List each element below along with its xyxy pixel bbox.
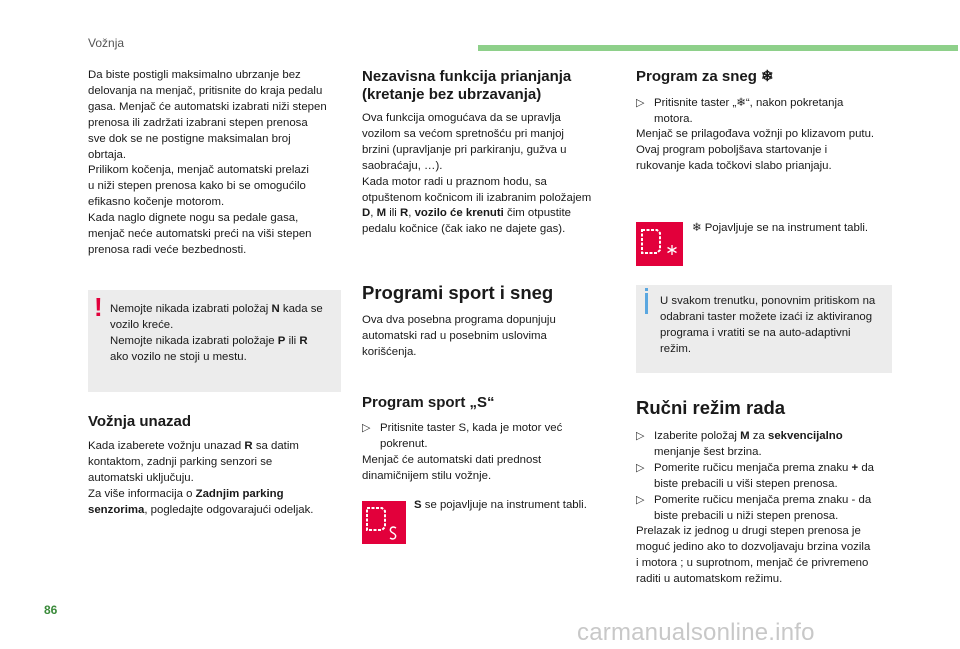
warning-text: [110, 302, 336, 366]
text-line: u niži stepen prenosa kako bi se omogućilo: [88, 180, 306, 193]
link-senzorima[interactable]: senzorima: [88, 503, 145, 516]
text-line: automatski uključuju.: [88, 471, 194, 484]
text-run: ili: [285, 334, 300, 347]
snow-mode-indicator-icon: [636, 222, 683, 266]
text-line: Da biste postigli maksimalno ubrzanje bez: [88, 69, 301, 81]
link-zadnji-parking[interactable]: Zadnjim parking: [195, 487, 284, 500]
text-line: programa i vratiti se na auto-adaptivni: [660, 326, 851, 339]
text-run: ,: [408, 207, 415, 220]
text-line: [88, 439, 313, 455]
text-line: Pritisnite taster S, kada je motor već: [380, 422, 563, 434]
text-run-bold: vozilo će krenuti: [414, 207, 504, 220]
text-line: Kada naglo dignete nogu sa pedale gasa,: [88, 212, 299, 225]
intro-paragraph: [88, 68, 327, 259]
text-line: Menjač se prilagođava vožnji po klizavom putu.: [636, 128, 875, 140]
text-line: ako vozilo ne stoji u mestu.: [110, 350, 247, 363]
text-line: Ova funkcija omogućava da se upravlja: [362, 112, 561, 124]
text-run-bold: R: [400, 207, 409, 220]
text-line: prenosa ili zadržati izabrani stepen prenosa: [88, 116, 308, 129]
text-line: delovanja na menjač, pritisnite do kraja pedalu: [88, 84, 323, 97]
programs-paragraph: [362, 313, 556, 361]
manual-paragraph: [636, 524, 870, 588]
manual-title: Ručni režim rada: [636, 397, 786, 418]
text-line: biste prebacili u viši stepen prenosa.: [654, 477, 838, 490]
text-line: odabrani taster možete izaći iz aktiviranog: [660, 310, 873, 323]
text-line: pokrenut.: [380, 437, 428, 450]
text-run-bold: D: [362, 207, 371, 220]
text-run: za: [749, 430, 768, 442]
text-run-bold: R: [299, 334, 308, 347]
bullet-item: [636, 493, 892, 525]
snow-title: Program za sneg ❄: [636, 68, 774, 85]
sport-paragraph: [362, 453, 541, 485]
text-line: Kada motor radi u praznom hodu, sa: [362, 175, 547, 188]
bullet-arrow-icon: ▷: [636, 461, 645, 474]
text-line: [110, 334, 336, 350]
text-line: prenosa radi veće bezbednosti.: [88, 243, 247, 256]
creep-title: [362, 68, 612, 104]
text-line: i motora ; u suprotnom, menjač će privremeno: [636, 556, 869, 569]
text-line: [362, 206, 591, 222]
text-line: Pritisnite taster „❄“, nakon pokretanja: [654, 97, 844, 109]
info-text: [660, 294, 888, 358]
text-line: biste prebacili u niži stepen prenosa.: [654, 509, 839, 522]
text-line: dinamičnijem stilu vožnje.: [362, 469, 492, 482]
text-run-bold: +: [851, 461, 859, 474]
text-line: [110, 302, 336, 318]
text-run: Izaberite položaj: [654, 430, 741, 442]
text-line: Prilikom kočenja, menjač automatski prelazi: [88, 164, 309, 177]
bullet-arrow-icon: ▷: [636, 493, 645, 506]
text-line: U svakom trenutku, ponovnim pritiskom na: [660, 295, 876, 307]
text-run: ili: [386, 207, 400, 220]
text-run: čim otpustite: [503, 207, 571, 220]
text-line: Menjač će automatski dati prednost: [362, 454, 542, 466]
bullet-item: [636, 96, 892, 128]
text-line: pedalu kočnice (čak iako ne dajete gas).: [362, 223, 566, 236]
bullet-item: [636, 429, 892, 461]
snow-bullet: [636, 96, 892, 128]
text-run-bold: P: [277, 334, 286, 347]
text-run-bold: R: [244, 440, 253, 452]
text-line: menjanje šest brzina.: [654, 445, 762, 458]
snow-paragraph: [636, 127, 874, 175]
title-line: (kretanje bez ubrzavanja): [362, 86, 542, 103]
text-run: sa datim: [252, 440, 299, 452]
text-run-bold: N: [271, 303, 280, 315]
reverse-title: Vožnja unazad: [88, 413, 192, 430]
text-line: [654, 461, 892, 477]
text-line: Prelazak iz jednog u drugi stepen prenosa je: [636, 525, 861, 537]
text-run: da: [858, 461, 875, 474]
text-line: moguć jedino ako to dozvoljavaju brzina vozila: [636, 540, 871, 553]
text-line: kontaktom, zadnji parking senzori se: [88, 455, 273, 468]
text-line: menjač neće automatski preći na viši stepen: [88, 228, 312, 241]
watermark: carmanualsonline.info: [577, 619, 815, 646]
page-number: 86: [44, 603, 58, 617]
sport-bullet: [362, 421, 612, 453]
text-run: Za više informacija o: [88, 487, 196, 500]
text-run-bold: M: [740, 430, 750, 442]
bullet-arrow-icon: ▷: [636, 430, 645, 442]
text-line: brzini (upravljanje pri parkiranju, gužva u: [362, 143, 567, 156]
text-run: kada se: [279, 303, 323, 315]
sport-mode-indicator-icon: [362, 501, 406, 544]
text-line: [88, 503, 313, 519]
text-line: obrtaja.: [88, 148, 126, 161]
text-line: vozilo kreće.: [110, 318, 174, 331]
text-run-bold: S: [414, 499, 422, 511]
text-line: rukovanje kada točkovi slabo prianjaju.: [636, 159, 832, 172]
text-line: otpuštenom kočnicom ili izabranim položajem: [362, 191, 592, 204]
text-line: motora.: [654, 112, 693, 125]
text-run: Nemojte nikada izabrati položaj: [110, 303, 272, 315]
text-run: ,: [370, 207, 377, 220]
creep-paragraph: [362, 111, 591, 238]
text-line: režim.: [660, 342, 692, 355]
text-line: raditi u automatskom režimu.: [636, 572, 783, 585]
manual-bullets: [636, 429, 892, 524]
reverse-paragraph: [88, 439, 313, 519]
text-line: sve dok se ne postigne maksimalan broj: [88, 132, 291, 145]
sport-title: Program sport „S“: [362, 394, 495, 411]
text-line: korišćenja.: [362, 345, 417, 358]
bullet-arrow-icon: ▷: [636, 97, 645, 109]
text-line: Pomerite ručicu menjača prema znaku - da: [654, 493, 872, 506]
text-line: gasa. Menjač će automatski izabrati niži stepen: [88, 100, 327, 113]
text-line: Ovaj program poboljšava startovanje i: [636, 143, 828, 156]
text-run: , pogledajte odgovarajući odeljak.: [144, 503, 314, 516]
bullet-item: [636, 461, 892, 493]
text-line: saobraćaju, …).: [362, 159, 443, 172]
bullet-item: [362, 421, 612, 453]
text-run-bold: sekvencijalno: [768, 430, 843, 442]
info-icon-dot: [645, 288, 648, 291]
warning-icon: !: [94, 292, 103, 322]
info-icon: [645, 293, 648, 314]
text-run-bold: M: [376, 207, 387, 220]
text-line: [654, 429, 892, 445]
snow-indicator-text: ❄ Pojavljuje se na instrument tabli.: [692, 222, 869, 234]
text-run: Pomerite ručicu menjača prema znaku: [654, 461, 852, 474]
text-line: automatski rad u posebnim uslovima: [362, 329, 547, 342]
info-box: [636, 285, 892, 373]
bullet-arrow-icon: ▷: [362, 422, 371, 434]
text-line: [88, 487, 313, 503]
programs-title: Programi sport i sneg: [362, 282, 554, 303]
text-run: se pojavljuje na instrument tabli.: [421, 499, 587, 511]
warning-box: [88, 290, 341, 392]
text-run: Kada izaberete vožnju unazad: [88, 440, 245, 452]
header-accent-bar: [478, 45, 958, 51]
header-section-title: Vožnja: [88, 36, 125, 50]
sport-indicator-text: [414, 498, 614, 514]
text-run: Nemojte nikada izabrati položaje: [110, 334, 278, 347]
title-line: Nezavisna funkcija prianjanja: [362, 68, 572, 85]
text-line: efikasno kočenje motorom.: [88, 196, 225, 209]
text-line: vozilom sa većom spretnošću pri manjoj: [362, 127, 564, 140]
text-line: Ova dva posebna programa dopunjuju: [362, 314, 556, 326]
